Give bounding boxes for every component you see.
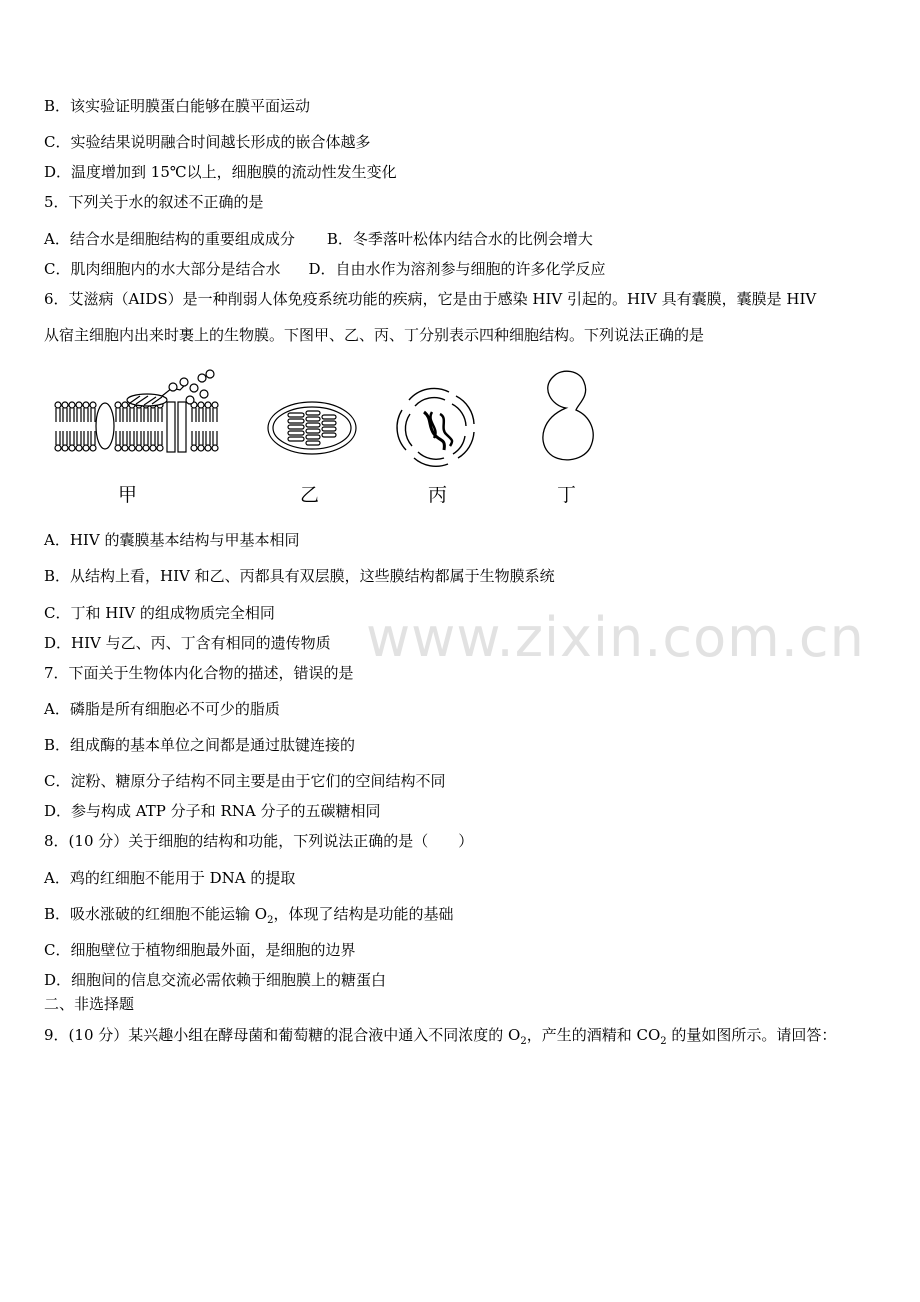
q6-option-c: C．丁和 HIV 的组成物质完全相同 xyxy=(44,604,275,622)
section-heading: 二、非选择题 xyxy=(44,995,135,1013)
q6-option-d: D．HIV 与乙、丙、丁含有相同的遗传物质 xyxy=(44,634,331,652)
q5-stem: 5．下列关于水的叙述不正确的是 xyxy=(44,193,264,211)
q8-option-a: A．鸡的红细胞不能用于 DNA 的提取 xyxy=(44,869,296,887)
q5-option-b: B．冬季落叶松体内结合水的比例会增大 xyxy=(326,230,593,248)
figure-label-jia: 甲 xyxy=(118,484,138,506)
q5-option-c: C．肌肉细胞内的水大部分是结合水 xyxy=(44,260,281,278)
q4-option-c: C．实验结果说明融合时间越长形成的嵌合体越多 xyxy=(44,133,371,151)
q5-option-a: A．结合水是细胞结构的重要组成成分 xyxy=(44,230,295,248)
q5-options-row1 xyxy=(44,229,593,249)
q6-stem-line2: 从宿主细胞内出来时裹上的生物膜。下图甲、乙、丙、丁分别表示四种细胞结构。下列说法正确的是 xyxy=(44,326,705,344)
figure-label-ding: 丁 xyxy=(557,484,577,506)
q8-option-b-text-end: ，体现了结构是功能的基础 xyxy=(273,905,454,923)
q9-subscript-2: 2 xyxy=(660,1036,667,1047)
q9-subscript-1: 2 xyxy=(520,1036,527,1047)
figure-label-bing: 丙 xyxy=(428,484,448,506)
q7-option-a: A．磷脂是所有细胞必不可少的脂质 xyxy=(44,700,280,718)
q8-option-d: D．细胞间的信息交流必需依赖于细胞膜上的糖蛋白 xyxy=(44,971,387,989)
q8-option-c: C．细胞壁位于植物细胞最外面，是细胞的边界 xyxy=(44,941,356,959)
figure-label-yi: 乙 xyxy=(300,484,320,506)
q8-option-b-subscript: 2 xyxy=(267,915,274,926)
q5-options-row2 xyxy=(44,259,606,279)
q8-option-b-text: B．吸水涨破的红细胞不能运输 O xyxy=(44,905,268,923)
q9-stem xyxy=(44,1025,836,1052)
q6-stem-line1: 6．艾滋病（AIDS）是一种削弱人体免疫系统功能的疾病，它是由于感染 HIV 引起的。HIV 具有囊膜，囊膜是 HIV xyxy=(44,290,817,308)
q6-option-b: B．从结构上看，HIV 和乙、丙都具有双层膜，这些膜结构都属于生物膜系统 xyxy=(44,567,555,585)
membrane-structure-jia xyxy=(55,370,218,452)
virus-structure-ding xyxy=(543,371,593,460)
q9-stem-text-end: 的量如图所示。请回答： xyxy=(666,1026,837,1044)
q7-stem: 7．下面关于生物体内化合物的描述，错误的是 xyxy=(44,664,354,682)
q9-stem-text-mid: ，产生的酒精和 CO xyxy=(526,1026,661,1044)
q4-option-d: D．温度增加到 15℃以上，细胞膜的流动性发生变化 xyxy=(44,163,397,181)
q4-option-b: B．该实验证明膜蛋白能够在膜平面运动 xyxy=(44,97,311,115)
q8-option-b xyxy=(44,904,453,931)
nucleus-structure-bing xyxy=(397,388,474,466)
q9-stem-text: 9．(10 分）某兴趣小组在酵母菌和葡萄糖的混合液中通入不同浓度的 O xyxy=(44,1026,521,1044)
chloroplast-structure-yi xyxy=(268,402,356,454)
q7-option-b: B．组成酶的基本单位之间都是通过肽键连接的 xyxy=(44,736,356,754)
q7-option-d: D．参与构成 ATP 分子和 RNA 分子的五碳糖相同 xyxy=(44,802,381,820)
watermark: www.zixin.com.cn xyxy=(366,606,865,669)
q7-option-c: C．淀粉、糖原分子结构不同主要是由于它们的空间结构不同 xyxy=(44,772,446,790)
q5-option-d: D．自由水作为溶剂参与细胞的许多化学反应 xyxy=(308,260,606,278)
q6-option-a: A．HIV 的囊膜基本结构与甲基本相同 xyxy=(44,531,300,549)
q8-stem: 8．(10 分）关于细胞的结构和功能，下列说法正确的是（ ） xyxy=(44,832,474,850)
